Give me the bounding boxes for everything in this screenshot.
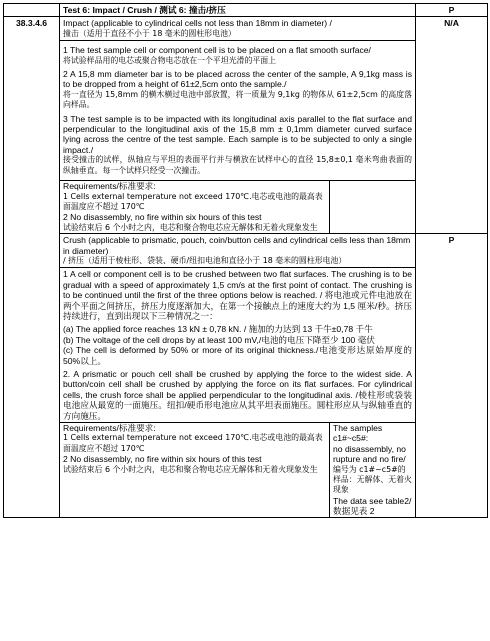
- impact-req-1: 1 Cells external temperature not exceed 170℃.电芯或电池的最高表面温度应不超过 170℃: [63, 191, 323, 211]
- impact-step-3-en: 3 The test sample is to be impacted with its longitudinal axis parallel to the flat surface and perpendicular to the longitudinal axis of the 15,8 mm ± 0,1mm diameter curved surface lying across the centre of the test sample. Each sample is to be subjected to only a single impact./: [63, 113, 412, 155]
- crush-result-line: The data see table2/数据见表 2: [333, 495, 412, 517]
- impact-requirements-table: [60, 181, 415, 233]
- crush-requirements-row: [4, 423, 488, 518]
- header-row: [4, 4, 488, 17]
- crush-option-c: (c) The cell is deformed by 50% or more of its original thickness./电池变形达原始厚度的 50%以上。: [63, 345, 412, 366]
- crush-option-a: (a) The applied force reaches 13 kN ± 0,78 kN. / 施加的力达到 13 千牛±0,78 千牛: [63, 324, 373, 335]
- clause-spacer: [4, 4, 60, 17]
- crush-heading-cn: / 挤压（适用于棱柱形、袋装、硬币/纽扣电池和直径小于 18 毫米的圆柱形电池）: [63, 255, 347, 265]
- test-title: Test 6: Impact / Crush / 测试 6: 撞击/挤压: [60, 4, 416, 17]
- crush-req-2-en: 2 No disassembly, no fire within six hours of this test: [63, 454, 262, 465]
- crush-req-title: Requirements/标准要求:: [63, 423, 156, 434]
- crush-requirements: [60, 423, 330, 517]
- impact-step-1-en: 1 The test sample cell or component cell is to be placed on a flat smooth surface/: [63, 45, 371, 56]
- crush-verdict: P: [416, 234, 488, 518]
- impact-heading-cn: 撞击（适用于直径不小于 18 毫米的圆柱形电池）: [63, 28, 236, 38]
- impact-heading-row: [4, 17, 488, 41]
- crush-result-line: 编号为 c1#~c5#的样品：无解体、无着火现象: [333, 464, 412, 495]
- crush-procedure-row: [4, 268, 488, 423]
- crush-procedure: [60, 268, 416, 423]
- crush-result-line: no disassembly, no rupture and no fire/: [333, 443, 406, 465]
- crush-heading-row: [4, 234, 488, 268]
- impact-requirements: [60, 181, 330, 233]
- impact-step-2-en: 2 A 15,8 mm diameter bar is to be placed across the center of the sample, A 9,1kg mass is to be dropped from a height of 61±2,5cm onto the sample./: [63, 69, 412, 90]
- impact-step-3-cn: 接受撞击的试样，纵轴应与平坦的表面平行并与横放在试样中心的直径 15,8±0,1 毫米弯曲表面的纵轴垂直。每一个试样只经受一次撞击。: [63, 155, 412, 175]
- impact-heading: [60, 17, 416, 41]
- impact-heading-en: Impact (applicable to cylindrical cells not less than 18mm in diameter) /: [63, 18, 332, 29]
- impact-step-2-cn: 将一直径为 15,8mm 的横木横过电池中部放置，将一质量为 9,1kg 的物体从 61±2,5cm 的高度落向样品。: [63, 89, 412, 110]
- test-6-table: [3, 3, 488, 518]
- crush-result: [330, 423, 416, 517]
- impact-req-title: Requirements/标准要求:: [63, 181, 156, 192]
- crush-option-b: (b) The voltage of the cell drops by at least 100 mV,/电池的电压下降至少 100 毫伏: [63, 334, 375, 345]
- crush-requirements-cell: [60, 423, 416, 518]
- impact-verdict: N/A: [416, 17, 488, 234]
- crush-req-1: 1 Cells external temperature not exceed 170℃.电芯或电池的最高表面温度应不超过 170℃: [63, 433, 323, 453]
- impact-result: [330, 181, 416, 233]
- impact-requirements-row: [4, 181, 488, 234]
- clause-number: 38.3.4.6: [4, 17, 60, 517]
- header-verdict: P: [416, 4, 488, 17]
- impact-req-2-cn: 试验结束后 6 个小时之内，电芯和聚合物电芯应无解体和无着火现象发生: [63, 222, 318, 232]
- crush-step-2: 2. A prismatic or pouch cell shall be crushed by applying the force to the widest side. A button/coin cell shall be crushed by applying the force on its flat surfaces. For cylindrical cells, the crush force shall be applied perpendicular to the longitudinal axis. /棱柱形或袋装电池应从最宽的一面施压。纽扣/硬币形电池应从其平坦表面施压。圆柱形应从与纵轴垂直的方向施压。: [63, 369, 412, 421]
- impact-procedure-row: [4, 41, 488, 181]
- crush-req-2-cn: 试验结束后 6 个小时之内，电芯和聚合物电芯应无解体和无着火现象发生: [63, 464, 318, 474]
- crush-step-1: 1 A cell or component cell is to be crushed between two flat surfaces. The crushing is to be gradual with a speed of approximately 1,5 cm/s at the first point of contact. The crushing is to be continued until the first of the three options below is reached. / 将电池或元件电池放在两个平面之间挤压，挤压力度逐渐加大，在第一个接触点上的速度大约为 1,5 厘米/秒。挤压持续进行，直到出现以下三种情况之一：: [63, 269, 412, 321]
- crush-heading: [60, 234, 416, 268]
- impact-step-1-cn: 将试验样品用的电芯或聚合物电芯放在一个平坦光滑的平面上: [63, 55, 277, 65]
- crush-requirements-table: [60, 423, 415, 517]
- impact-req-2-en: 2 No disassembly, no fire within six hours of this test: [63, 212, 262, 223]
- crush-heading-en: Crush (applicable to prismatic, pouch, coin/button cells and cylindrical cells less than 18mm in diameter): [63, 235, 411, 256]
- impact-procedure: [60, 41, 416, 181]
- impact-requirements-cell: [60, 181, 416, 234]
- crush-result-line: The samples c1#~c5#:: [333, 423, 383, 444]
